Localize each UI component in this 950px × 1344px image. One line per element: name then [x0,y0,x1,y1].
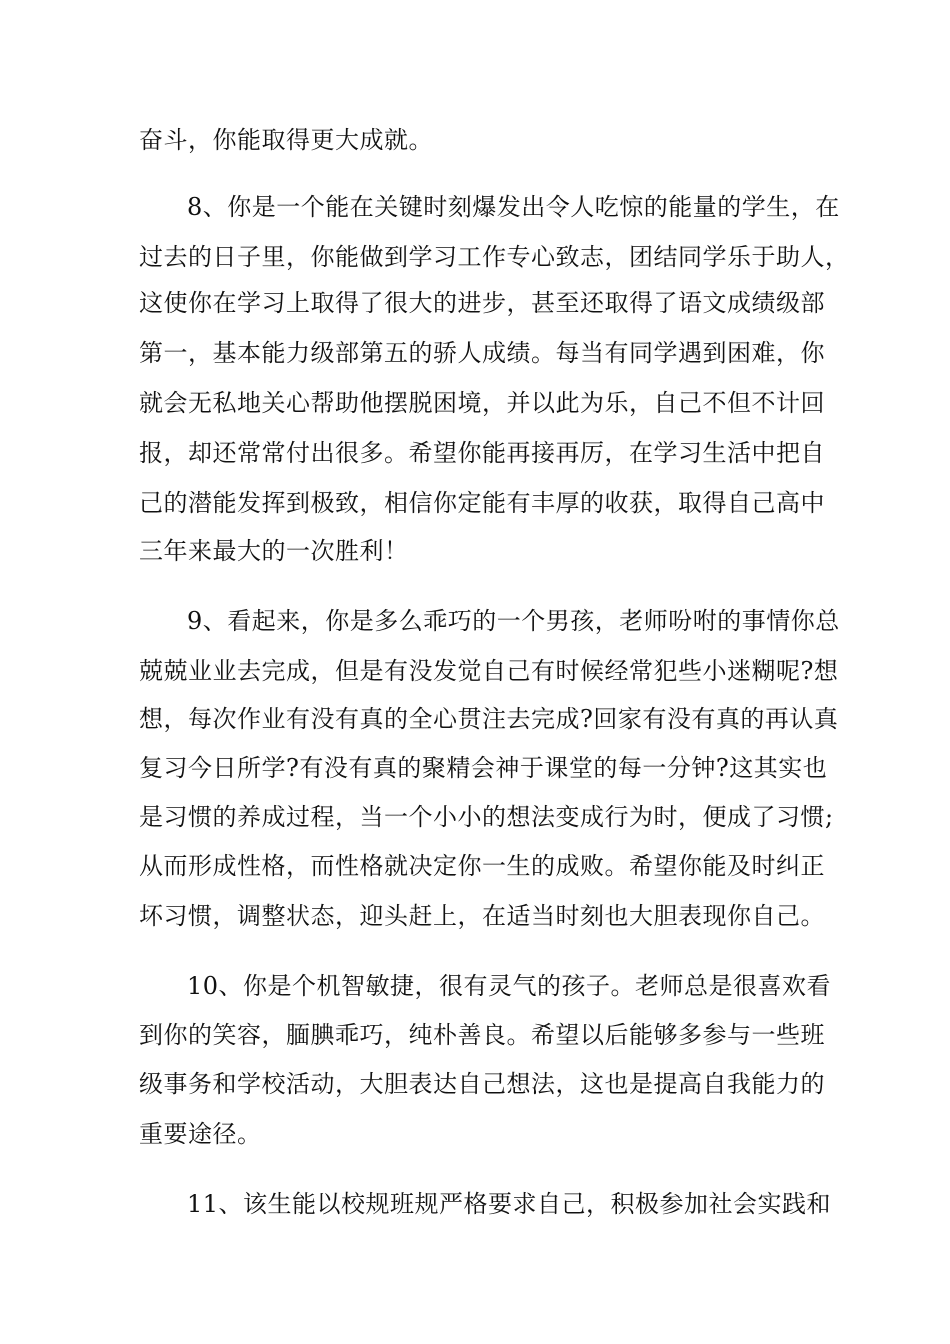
text-line-1: 奋斗，你能取得更大成就。 [139,126,433,154]
text-line-6: 就会无私地关心帮助他摆脱困境，并以此为乐，自己不但不计回 [139,389,825,417]
text-line-20: 重要途径。 [139,1120,262,1148]
text-line-2: 8、你是一个能在关键时刻爆发出令人吃惊的能量的学生，在 [187,193,840,221]
text-line-9: 三年来最大的一次胜利！ [139,537,409,565]
text-line-8: 己的潜能发挥到极致，相信你定能有丰厚的收获，取得自己高中 [139,489,825,517]
text-line-16: 坏习惯，调整状态，迎头赶上，在适当时刻也大胆表现你自己。 [139,902,825,930]
text-line-3: 过去的日子里，你能做到学习工作专心致志，团结同学乐于助人， [139,243,850,271]
text-line-4: 这使你在学习上取得了很大的进步，甚至还取得了语文成绩级部 [139,289,825,317]
text-line-19: 级事务和学校活动，大胆表达自己想法，这也是提高自我能力的 [139,1070,825,1098]
text-line-12: 想，每次作业有没有真的全心贯注去完成?回家有没有真的再认真 [139,705,839,733]
text-line-11: 兢兢业业去完成，但是有没发觉自己有时候经常犯些小迷糊呢?想 [139,657,839,685]
text-line-15: 从而形成性格，而性格就决定你一生的成败。希望你能及时纠正 [139,852,825,880]
text-line-13: 复习今日所学?有没有真的聚精会神于课堂的每一分钟?这其实也 [139,754,828,782]
text-line-18: 到你的笑容，腼腆乖巧，纯朴善良。希望以后能够多参与一些班 [139,1021,825,1049]
text-line-14: 是习惯的养成过程，当一个小小的想法变成行为时，便成了习惯; [139,803,834,831]
text-line-21: 11、该生能以校规班规严格要求自己，积极参加社会实践和 [187,1190,832,1218]
text-line-5: 第一，基本能力级部第五的骄人成绩。每当有同学遇到困难，你 [139,339,825,367]
text-line-10: 9、看起来，你是多么乖巧的一个男孩，老师吩咐的事情你总 [187,607,840,635]
text-line-17: 10、你是个机智敏捷，很有灵气的孩子。老师总是很喜欢看 [187,972,832,1000]
text-line-7: 报，却还常常付出很多。希望你能再接再厉，在学习生活中把自 [139,439,825,467]
